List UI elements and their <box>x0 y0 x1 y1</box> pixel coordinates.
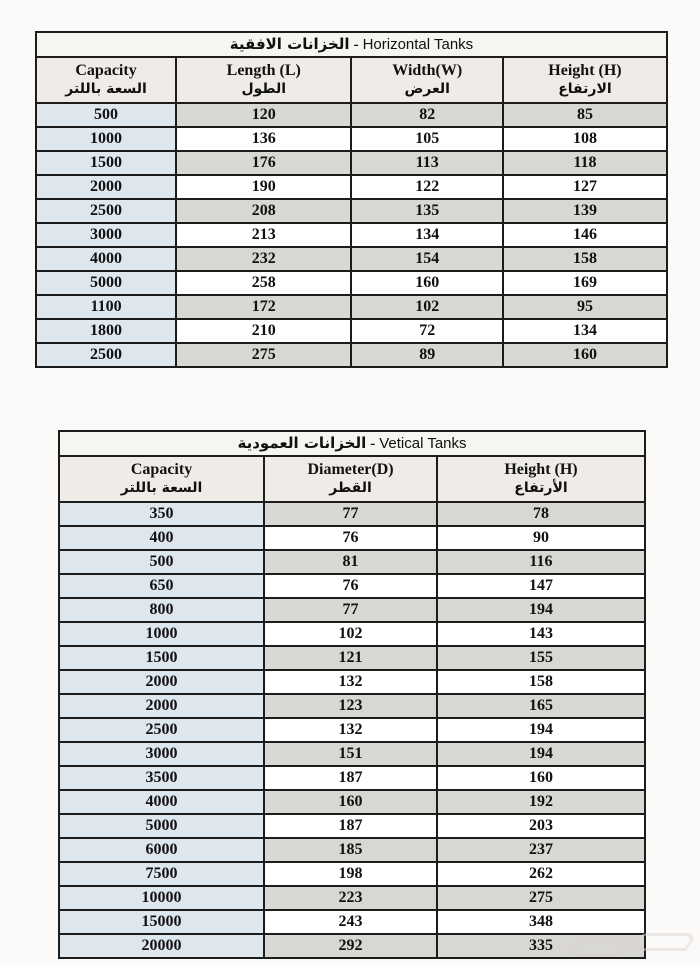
value-cell: 121 <box>264 646 437 670</box>
value-cell: 136 <box>176 127 351 151</box>
header-label-en: Width(W) <box>392 62 463 80</box>
capacity-cell: 1100 <box>36 295 176 319</box>
value-cell: 113 <box>351 151 502 175</box>
capacity-cell: 2000 <box>59 670 264 694</box>
table-row <box>36 223 667 247</box>
table-row <box>36 271 667 295</box>
value-cell: 237 <box>437 838 645 862</box>
header-label-ar: السعة باللتر <box>120 480 203 497</box>
table-row <box>59 742 645 766</box>
column-header-height <box>437 456 645 502</box>
value-cell: 120 <box>176 103 351 127</box>
table-row <box>59 718 645 742</box>
vertical-tanks-table <box>58 430 646 959</box>
value-cell: 198 <box>264 862 437 886</box>
value-cell: 203 <box>437 814 645 838</box>
title-separator: - <box>370 436 376 452</box>
value-cell: 194 <box>437 742 645 766</box>
value-cell: 81 <box>264 550 437 574</box>
table-row <box>59 766 645 790</box>
table-row <box>59 670 645 694</box>
value-cell: 160 <box>264 790 437 814</box>
column-header-row <box>59 456 645 502</box>
value-cell: 213 <box>176 223 351 247</box>
table-row <box>59 814 645 838</box>
table-title-row <box>36 32 667 57</box>
header-label-ar: الطول <box>241 81 287 98</box>
value-cell: 127 <box>503 175 667 199</box>
value-cell: 243 <box>264 910 437 934</box>
table-row <box>59 550 645 574</box>
table-row <box>59 790 645 814</box>
value-cell: 194 <box>437 598 645 622</box>
capacity-cell: 800 <box>59 598 264 622</box>
column-header-height <box>503 57 667 103</box>
value-cell: 146 <box>503 223 667 247</box>
capacity-cell: 400 <box>59 526 264 550</box>
capacity-cell: 2000 <box>36 175 176 199</box>
capacity-cell: 3500 <box>59 766 264 790</box>
table-row <box>36 319 667 343</box>
capacity-cell: 6000 <box>59 838 264 862</box>
capacity-cell: 3000 <box>59 742 264 766</box>
value-cell: 190 <box>176 175 351 199</box>
value-cell: 102 <box>264 622 437 646</box>
value-cell: 192 <box>437 790 645 814</box>
table-row <box>59 526 645 550</box>
capacity-cell: 1000 <box>36 127 176 151</box>
table-title <box>59 431 645 456</box>
value-cell: 275 <box>176 343 351 367</box>
table-row <box>59 598 645 622</box>
value-cell: 95 <box>503 295 667 319</box>
table-row <box>59 862 645 886</box>
capacity-cell: 2000 <box>59 694 264 718</box>
table-row <box>59 838 645 862</box>
capacity-cell: 7500 <box>59 862 264 886</box>
table-row <box>36 175 667 199</box>
table-title-arabic: الخزانات الافقية <box>229 35 350 53</box>
capacity-cell: 2500 <box>59 718 264 742</box>
horizontal-tanks-table <box>35 31 668 368</box>
header-label-en: Capacity <box>75 62 137 80</box>
value-cell: 123 <box>264 694 437 718</box>
capacity-cell: 2500 <box>36 343 176 367</box>
value-cell: 194 <box>437 718 645 742</box>
capacity-cell: 4000 <box>36 247 176 271</box>
value-cell: 116 <box>437 550 645 574</box>
value-cell: 232 <box>176 247 351 271</box>
value-cell: 132 <box>264 670 437 694</box>
header-label-en: Length (L) <box>226 62 301 80</box>
header-label-ar: الارتفاع <box>558 81 612 98</box>
table-row <box>36 295 667 319</box>
value-cell: 172 <box>176 295 351 319</box>
value-cell: 102 <box>351 295 502 319</box>
column-header-diameter <box>264 456 437 502</box>
capacity-cell: 1500 <box>59 646 264 670</box>
capacity-cell: 1500 <box>36 151 176 175</box>
table-title-english: Vetical Tanks <box>379 435 467 452</box>
value-cell: 105 <box>351 127 502 151</box>
header-label-ar: العرض <box>404 81 450 98</box>
table-row <box>59 694 645 718</box>
capacity-cell: 10000 <box>59 886 264 910</box>
table-title-english: Horizontal Tanks <box>362 36 474 53</box>
capacity-cell: 2500 <box>36 199 176 223</box>
value-cell: 176 <box>176 151 351 175</box>
value-cell: 160 <box>437 766 645 790</box>
value-cell: 348 <box>437 910 645 934</box>
table-row <box>59 910 645 934</box>
capacity-cell: 20000 <box>59 934 264 958</box>
value-cell: 143 <box>437 622 645 646</box>
value-cell: 185 <box>264 838 437 862</box>
table-row <box>36 343 667 367</box>
value-cell: 78 <box>437 502 645 526</box>
value-cell: 208 <box>176 199 351 223</box>
capacity-cell: 5000 <box>36 271 176 295</box>
value-cell: 134 <box>503 319 667 343</box>
table-row <box>59 622 645 646</box>
header-label-en: Diameter(D) <box>307 461 394 479</box>
value-cell: 155 <box>437 646 645 670</box>
capacity-cell: 350 <box>59 502 264 526</box>
capacity-cell: 3000 <box>36 223 176 247</box>
header-label-ar: القطر <box>329 480 372 497</box>
value-cell: 158 <box>503 247 667 271</box>
value-cell: 134 <box>351 223 502 247</box>
capacity-cell: 15000 <box>59 910 264 934</box>
table-title-arabic: الخزانات العمودية <box>237 434 367 452</box>
header-label-en: Height (H) <box>548 62 622 80</box>
value-cell: 122 <box>351 175 502 199</box>
value-cell: 77 <box>264 502 437 526</box>
value-cell: 90 <box>437 526 645 550</box>
capacity-cell: 500 <box>36 103 176 127</box>
capacity-cell: 500 <box>59 550 264 574</box>
value-cell: 76 <box>264 526 437 550</box>
value-cell: 76 <box>264 574 437 598</box>
table-row <box>36 199 667 223</box>
capacity-cell: 650 <box>59 574 264 598</box>
title-separator: - <box>353 37 359 53</box>
column-header-width <box>351 57 502 103</box>
table-row <box>59 574 645 598</box>
table-row <box>36 247 667 271</box>
value-cell: 187 <box>264 814 437 838</box>
value-cell: 85 <box>503 103 667 127</box>
value-cell: 154 <box>351 247 502 271</box>
value-cell: 89 <box>351 343 502 367</box>
value-cell: 258 <box>176 271 351 295</box>
table-row <box>59 502 645 526</box>
column-header-row <box>36 57 667 103</box>
value-cell: 160 <box>351 271 502 295</box>
capacity-cell: 5000 <box>59 814 264 838</box>
value-cell: 147 <box>437 574 645 598</box>
value-cell: 139 <box>503 199 667 223</box>
column-header-length <box>176 57 351 103</box>
value-cell: 223 <box>264 886 437 910</box>
value-cell: 262 <box>437 862 645 886</box>
table-row <box>59 934 645 958</box>
value-cell: 135 <box>351 199 502 223</box>
value-cell: 72 <box>351 319 502 343</box>
value-cell: 151 <box>264 742 437 766</box>
value-cell: 132 <box>264 718 437 742</box>
value-cell: 165 <box>437 694 645 718</box>
value-cell: 158 <box>437 670 645 694</box>
table-row <box>59 886 645 910</box>
value-cell: 210 <box>176 319 351 343</box>
value-cell: 169 <box>503 271 667 295</box>
value-cell: 77 <box>264 598 437 622</box>
value-cell: 82 <box>351 103 502 127</box>
header-label-ar: السعة باللتر <box>65 81 147 98</box>
table-title <box>36 32 667 57</box>
capacity-cell: 4000 <box>59 790 264 814</box>
value-cell: 187 <box>264 766 437 790</box>
header-label-ar: الأرتفاع <box>514 480 568 497</box>
column-header-capacity <box>36 57 176 103</box>
value-cell: 160 <box>503 343 667 367</box>
header-label-en: Capacity <box>130 461 193 479</box>
value-cell: 292 <box>264 934 437 958</box>
table-row <box>36 103 667 127</box>
table-row <box>36 151 667 175</box>
column-header-capacity <box>59 456 264 502</box>
capacity-cell: 1000 <box>59 622 264 646</box>
value-cell: 108 <box>503 127 667 151</box>
table-title-row <box>59 431 645 456</box>
table-row <box>36 127 667 151</box>
header-label-en: Height (H) <box>504 461 578 479</box>
value-cell: 335 <box>437 934 645 958</box>
value-cell: 275 <box>437 886 645 910</box>
capacity-cell: 1800 <box>36 319 176 343</box>
table-row <box>59 646 645 670</box>
value-cell: 118 <box>503 151 667 175</box>
